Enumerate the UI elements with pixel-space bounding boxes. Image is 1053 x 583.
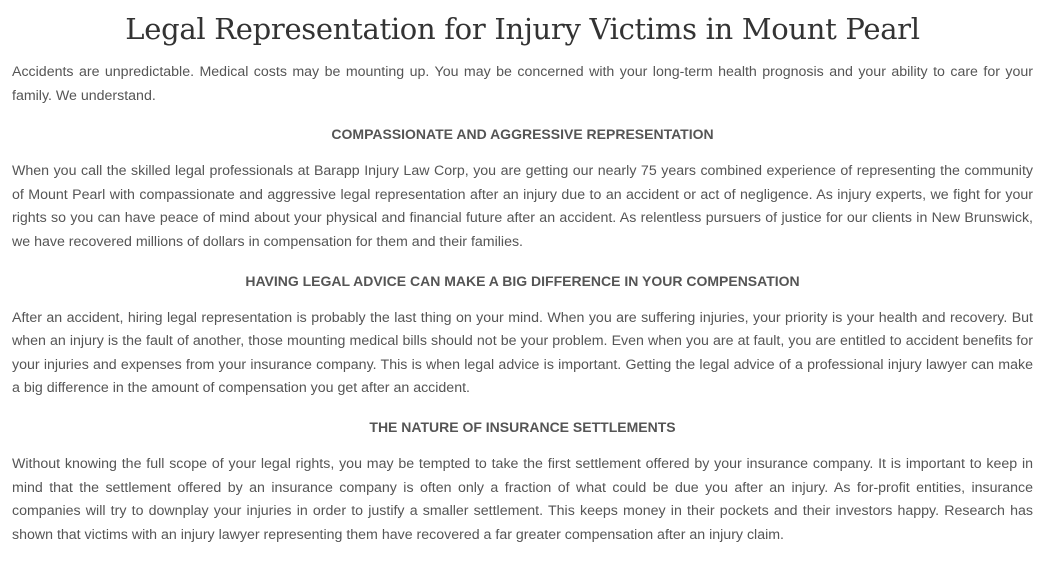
section-body-insurance-settlements: Without knowing the full scope of your legal rights, you may be tempted to take the first settlement offered by your insurance company. It is important to keep in mind that the settlement offered by an insurance company is often only a fraction of what could be due you after an injury. As for-profit entities, insurance companies will try to downplay your injuries in order to justify a smaller settlement. This keeps money in their pockets and their investors happy. Research has shown that victims with an injury lawyer representing them have recovered a far greater compensation after an injury claim.: [12, 455, 1033, 543]
section-body-legal-advice: After an accident, hiring legal representation is probably the last thing on your mind. When you are suffering injuries, your priority is your health and recovery. But when an injury is the fault of another, those mounting medical bills should not be your problem. Even when you are at fault, you are entitled to accident benefits for your injuries and expenses from your insurance company. This is when legal advice is important. Getting the legal advice of a professional injury lawyer can make a big difference in the amount of compensation you get after an accident.: [12, 309, 1033, 397]
page-title: Legal Representation for Injury Victims in Mount Pearl: [125, 12, 920, 46]
intro-paragraph: Accidents are unpredictable. Medical costs may be mounting up. You may be concerned with your long-term health prognosis and your ability to care for your family. We understand.: [12, 64, 1033, 104]
section-heading-insurance-settlements: THE NATURE OF INSURANCE SETTLEMENTS: [369, 418, 676, 435]
section-heading-legal-advice: HAVING LEGAL ADVICE CAN MAKE A BIG DIFFERENCE IN YOUR COMPENSATION: [245, 272, 800, 289]
section-heading-representation: COMPASSIONATE AND AGGRESSIVE REPRESENTATION: [331, 126, 714, 143]
section-body-representation: When you call the skilled legal professionals at Barapp Injury Law Corp, you are getting our nearly 75 years combined experience of representing the community of Mount Pearl with compassionate and aggressive legal representation after an injury due to an accident or act of negligence. As injury experts, we fight for your rights so you can have peace of mind about your physical and financial future after an accident. As relentless pursuers of justice for our clients in New Brunswick, we have recovered millions of dollars in compensation for them and their families.: [12, 163, 1033, 250]
